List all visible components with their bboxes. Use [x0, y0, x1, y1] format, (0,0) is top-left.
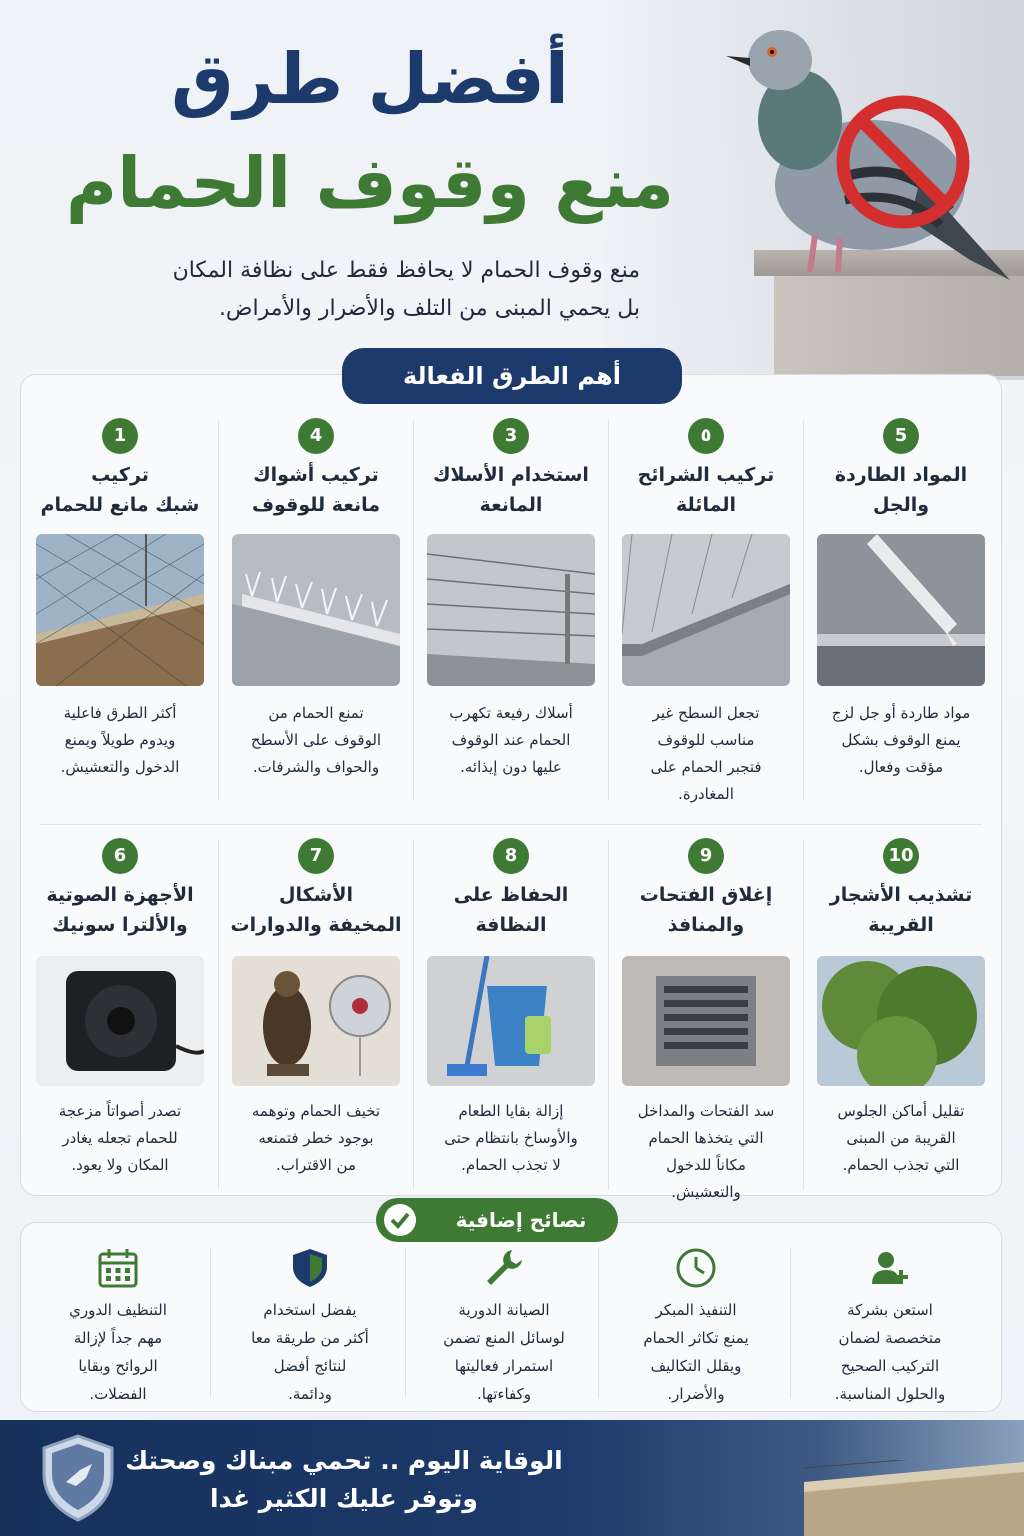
- method-description: تقليل أماكن الجلوس القريبة من المبنى التي تجذب الحمام.: [837, 1102, 965, 1174]
- trees-image: [817, 956, 985, 1086]
- method-number: 7: [298, 838, 334, 874]
- vent-grille-image: [622, 956, 790, 1086]
- methods-heading: أهم الطرق الفعالة: [342, 348, 682, 404]
- page-title-line2: منع وقوف الحمام: [65, 142, 675, 224]
- method-description: سد الفتحات والمداخل التي يتخذها الحمام مكاناً للدخول والتعشيش.: [637, 1102, 775, 1201]
- ultrasonic-device-image: [36, 956, 204, 1086]
- method-number: 8: [493, 838, 529, 874]
- method-number: ٥: [688, 418, 724, 454]
- decoy-hawk-image: [232, 956, 400, 1086]
- tips-heading-label: نصائح إضافية: [455, 1208, 587, 1232]
- tip-text: التنظيف الدوري مهم جداً لإزالة الروائح وبقايا الفضلات.: [69, 1301, 167, 1403]
- tip-text: يفضل استخدام أكثر من طريقة معا لنتائج أفضل ودائمة.: [251, 1301, 369, 1403]
- method-title: المواد الطاردة والجل: [834, 464, 968, 516]
- tip-divider: [598, 1248, 599, 1398]
- method-title: تركيب أشواك مانعة للوقوف: [251, 464, 381, 516]
- method-number: 6: [102, 838, 138, 874]
- clock-icon: [674, 1246, 718, 1290]
- method-title: تركيب الشرائح المائلة: [637, 464, 775, 516]
- page-subtitle: منع وقوف الحمام لا يحافظ فقط على نظافة المكان بل يحمي المبنى من التلف والأضرار والأمراض.: [172, 258, 640, 321]
- netting-image: [36, 534, 204, 686]
- tip-divider: [790, 1248, 791, 1398]
- tip-text: استعن بشركة متخصصة لضمان التركيب الصحيح والحلول المناسبة.: [834, 1301, 946, 1403]
- method-number: 4: [298, 418, 334, 454]
- prohibition-sign-icon: [833, 92, 973, 232]
- method-description: تمنع الحمام من الوقوف على الأسطح والحواف والشرفات.: [250, 704, 382, 776]
- checkmark-icon: [384, 1204, 416, 1236]
- method-title: تركيب شبك مانع للحمام: [40, 464, 200, 516]
- method-number: 9: [688, 838, 724, 874]
- footer-banner: [0, 1420, 1024, 1536]
- tips-heading: [376, 1198, 618, 1242]
- method-title: الأشكال المخيفة والدوارات: [230, 884, 402, 936]
- method-title: إغلاق الفتحات والمنافذ: [639, 884, 773, 936]
- method-description: أكثر الطرق فاعلية ويدوم طويلاً ويمنع الدخول والتعشيش.: [60, 704, 180, 776]
- footer-slogan: الوقاية اليوم .. تحمي مبناك وصحتك وتوفر عليك الكثير غدا: [125, 1446, 563, 1513]
- wrench-icon: [482, 1246, 526, 1290]
- tip-divider: [210, 1248, 211, 1398]
- add-person-icon: [868, 1246, 912, 1290]
- wires-image: [427, 534, 595, 686]
- method-description: تجعل السطح غير مناسب للوقوف فتجبر الحمام على المغادرة.: [650, 704, 762, 803]
- cleaning-bucket-image: [427, 956, 595, 1086]
- method-description: تصدر أصواتاً مزعجة للحمام تجعله يغادر المكان ولا يعود.: [58, 1102, 182, 1174]
- method-number: 5: [883, 418, 919, 454]
- method-title: تشذيب الأشجار القريبة: [829, 884, 973, 936]
- method-number: 10: [883, 838, 919, 874]
- gel-tube-image: [817, 534, 985, 686]
- sloped-panels-image: [622, 534, 790, 686]
- method-description: إزالة بقايا الطعام والأوساخ بانتظام حتى لا تجذب الحمام.: [444, 1102, 578, 1174]
- spikes-image: [232, 534, 400, 686]
- method-title: الأجهزة الصوتية والألترا سونيك: [46, 884, 194, 936]
- method-description: مواد طاردة أو جل لزج يمنع الوقوف بشكل مؤقت وفعال.: [831, 704, 971, 776]
- method-title: استخدام الأسلاك المانعة: [433, 464, 589, 516]
- method-description: تخيف الحمام وتوهمه بوجود خطر فتمنعه من الاقتراب.: [251, 1102, 381, 1174]
- building-roof-image: [804, 1460, 1024, 1536]
- row-divider: [40, 824, 982, 825]
- tip-divider: [405, 1248, 406, 1398]
- tip-text: الصيانة الدورية لوسائل المنع تضمن استمرار فعاليتها وكفاءتها.: [443, 1301, 565, 1403]
- method-description: أسلاك رفيعة تكهرب الحمام عند الوقوف عليها دون إيذائه.: [449, 704, 573, 776]
- method-number: 1: [102, 418, 138, 454]
- method-title: الحفاظ على النظافة: [453, 884, 569, 936]
- hero-section: [0, 0, 1024, 360]
- tip-text: التنفيذ المبكر يمنع تكاثر الحمام ويقلل التكاليف والأضرار.: [643, 1301, 749, 1403]
- page-title-line1: أفضل طرق: [171, 38, 569, 120]
- shield-icon: [288, 1246, 332, 1290]
- calendar-icon: [96, 1246, 140, 1290]
- method-number: 3: [493, 418, 529, 454]
